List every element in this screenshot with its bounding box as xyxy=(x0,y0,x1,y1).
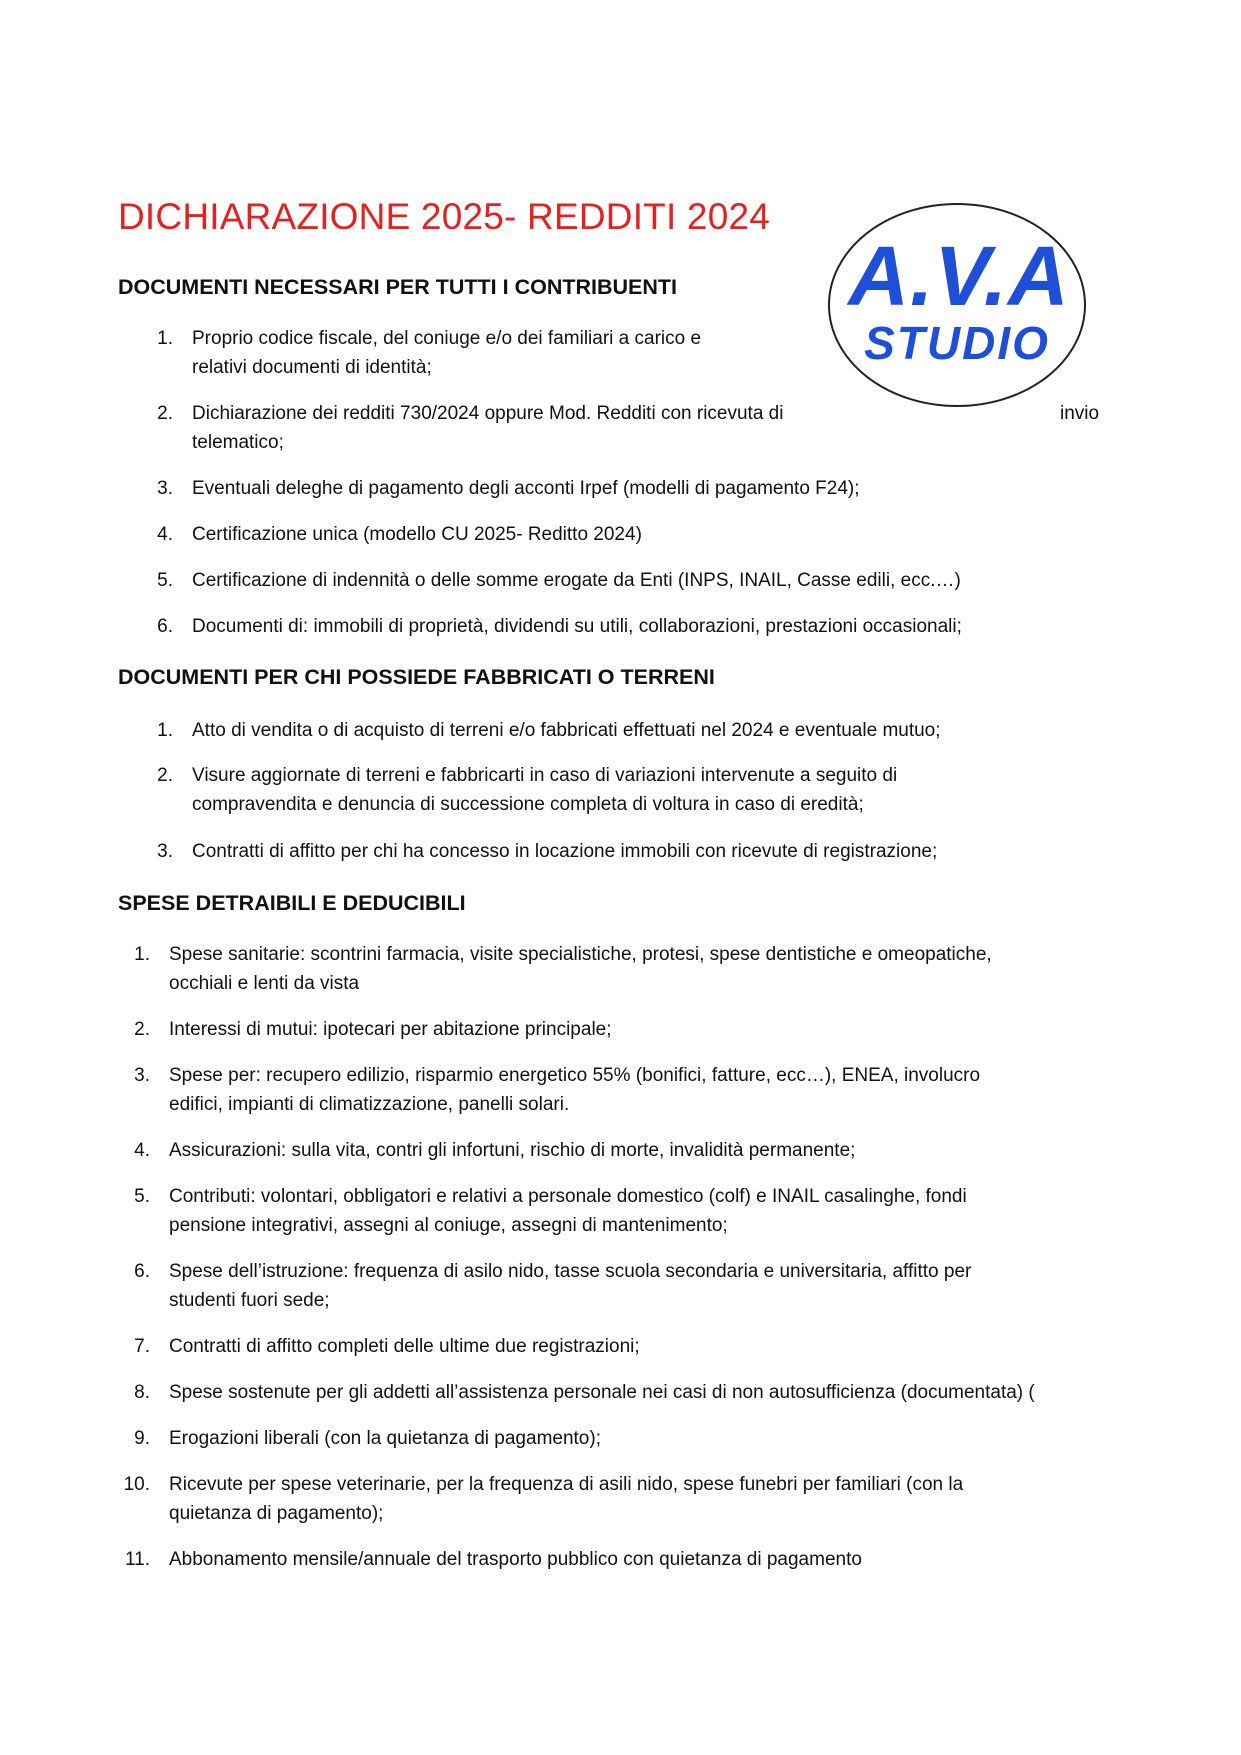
logo-line2: STUDIO xyxy=(864,317,1050,369)
logo-line1: A.V.A xyxy=(848,229,1070,323)
document-title: DICHIARAZIONE 2025- REDDITI 2024 xyxy=(118,196,771,237)
document-page: DICHIARAZIONE 2025- REDDITI 2024 A.V.A STUDIO DOCUMENTI NECESSARI PER TUTTI I CONTRIBUENTI 1. Proprio codice fiscale, del coniuge e/o dei familiari a carico e relativi documenti di identità; 2. Dichiarazione dei redditi 730/2024 oppure Mod. Redditi con ricevuta di invio telematico; 3. Eventuali deleghe di pagamento degli acconti Irpef (modelli di pagamento F24); 4. Certificazione unica (modello CU 2025- Reditto 2024) 5. Certificazione di indennità o delle somme erogate da Enti (INPS, INAIL, Casse edili, ecc.…) 6. Documenti di: immobili di proprietà, dividendi su utili, collaborazioni, prestazioni occasionali; DOCUMENTI PER CHI POSSIEDE FABBRICATI O TERRENI 1. Atto di vendita o di acquisto di terreni e/o fabbricati effettuati nel 2024 e eventuale mutuo; 2. Visure aggiornate di terreni e fabbricarti in caso di variazioni intervenute a seguito di compravendita e denuncia di successione completa di voltura in caso di eredità; 3. Contratti di affitto per chi ha concesso in locazione immobili con ricevute di registrazione; SPESE DETRAIBILI E DEDUCIBILI 1. Spese sanitarie: scontrini farmacia, visite specialistiche, protesi, spese dentistiche e omeopatiche, occhiali e lenti da vista 2. Interessi di mutui: ipotecari per abitazione principale; 3. Spese per: recupero edilizio, risparmio energetico 55% (bonifici, fatture, ecc…), ENEA, involucro edifici, impianti di climatizzazione, panelli solari. 4. Assicurazioni: sulla vita, contri gli infortuni, rischio di morte, invalidità permanente; 5. Contributi: volontari, obbligatori e relativi a personale domestico (colf) e INAIL casalinghe, fondi pensione integrativi, assegni al coniuge, assegni di mantenimento; 6. Spese dell’istruzione: frequenza di asilo nido, tasse scuola secondaria e universitaria, affitto per studenti fuori sede; 7. Contratti di affitto completi delle ultime due registrazioni; 8. Spese sostenute per gli addetti all’assistenza personale nei casi di non autosufficienza (documentata) ( 9. Erogazioni liberali (con la quietanza di pagamento); 10. Ricevute per spese veterinarie, per la frequenza di asili nido, spese funebri per familiari (con la quietanza di pagamento); 11. Abbonamento mensile/annuale del trasporto pubblico con quietanza di pagamento xyxy=(118,196,1100,1570)
section-heading-property-owners: DOCUMENTI PER CHI POSSIEDE FABBRICATI O TERRENI xyxy=(118,665,715,689)
ava-studio-logo xyxy=(826,200,1088,410)
section-heading-deductible-expenses: SPESE DETRAIBILI E DEDUCIBILI xyxy=(118,891,466,915)
section-heading-all-taxpayers: DOCUMENTI NECESSARI PER TUTTI I CONTRIBUENTI xyxy=(118,275,678,299)
